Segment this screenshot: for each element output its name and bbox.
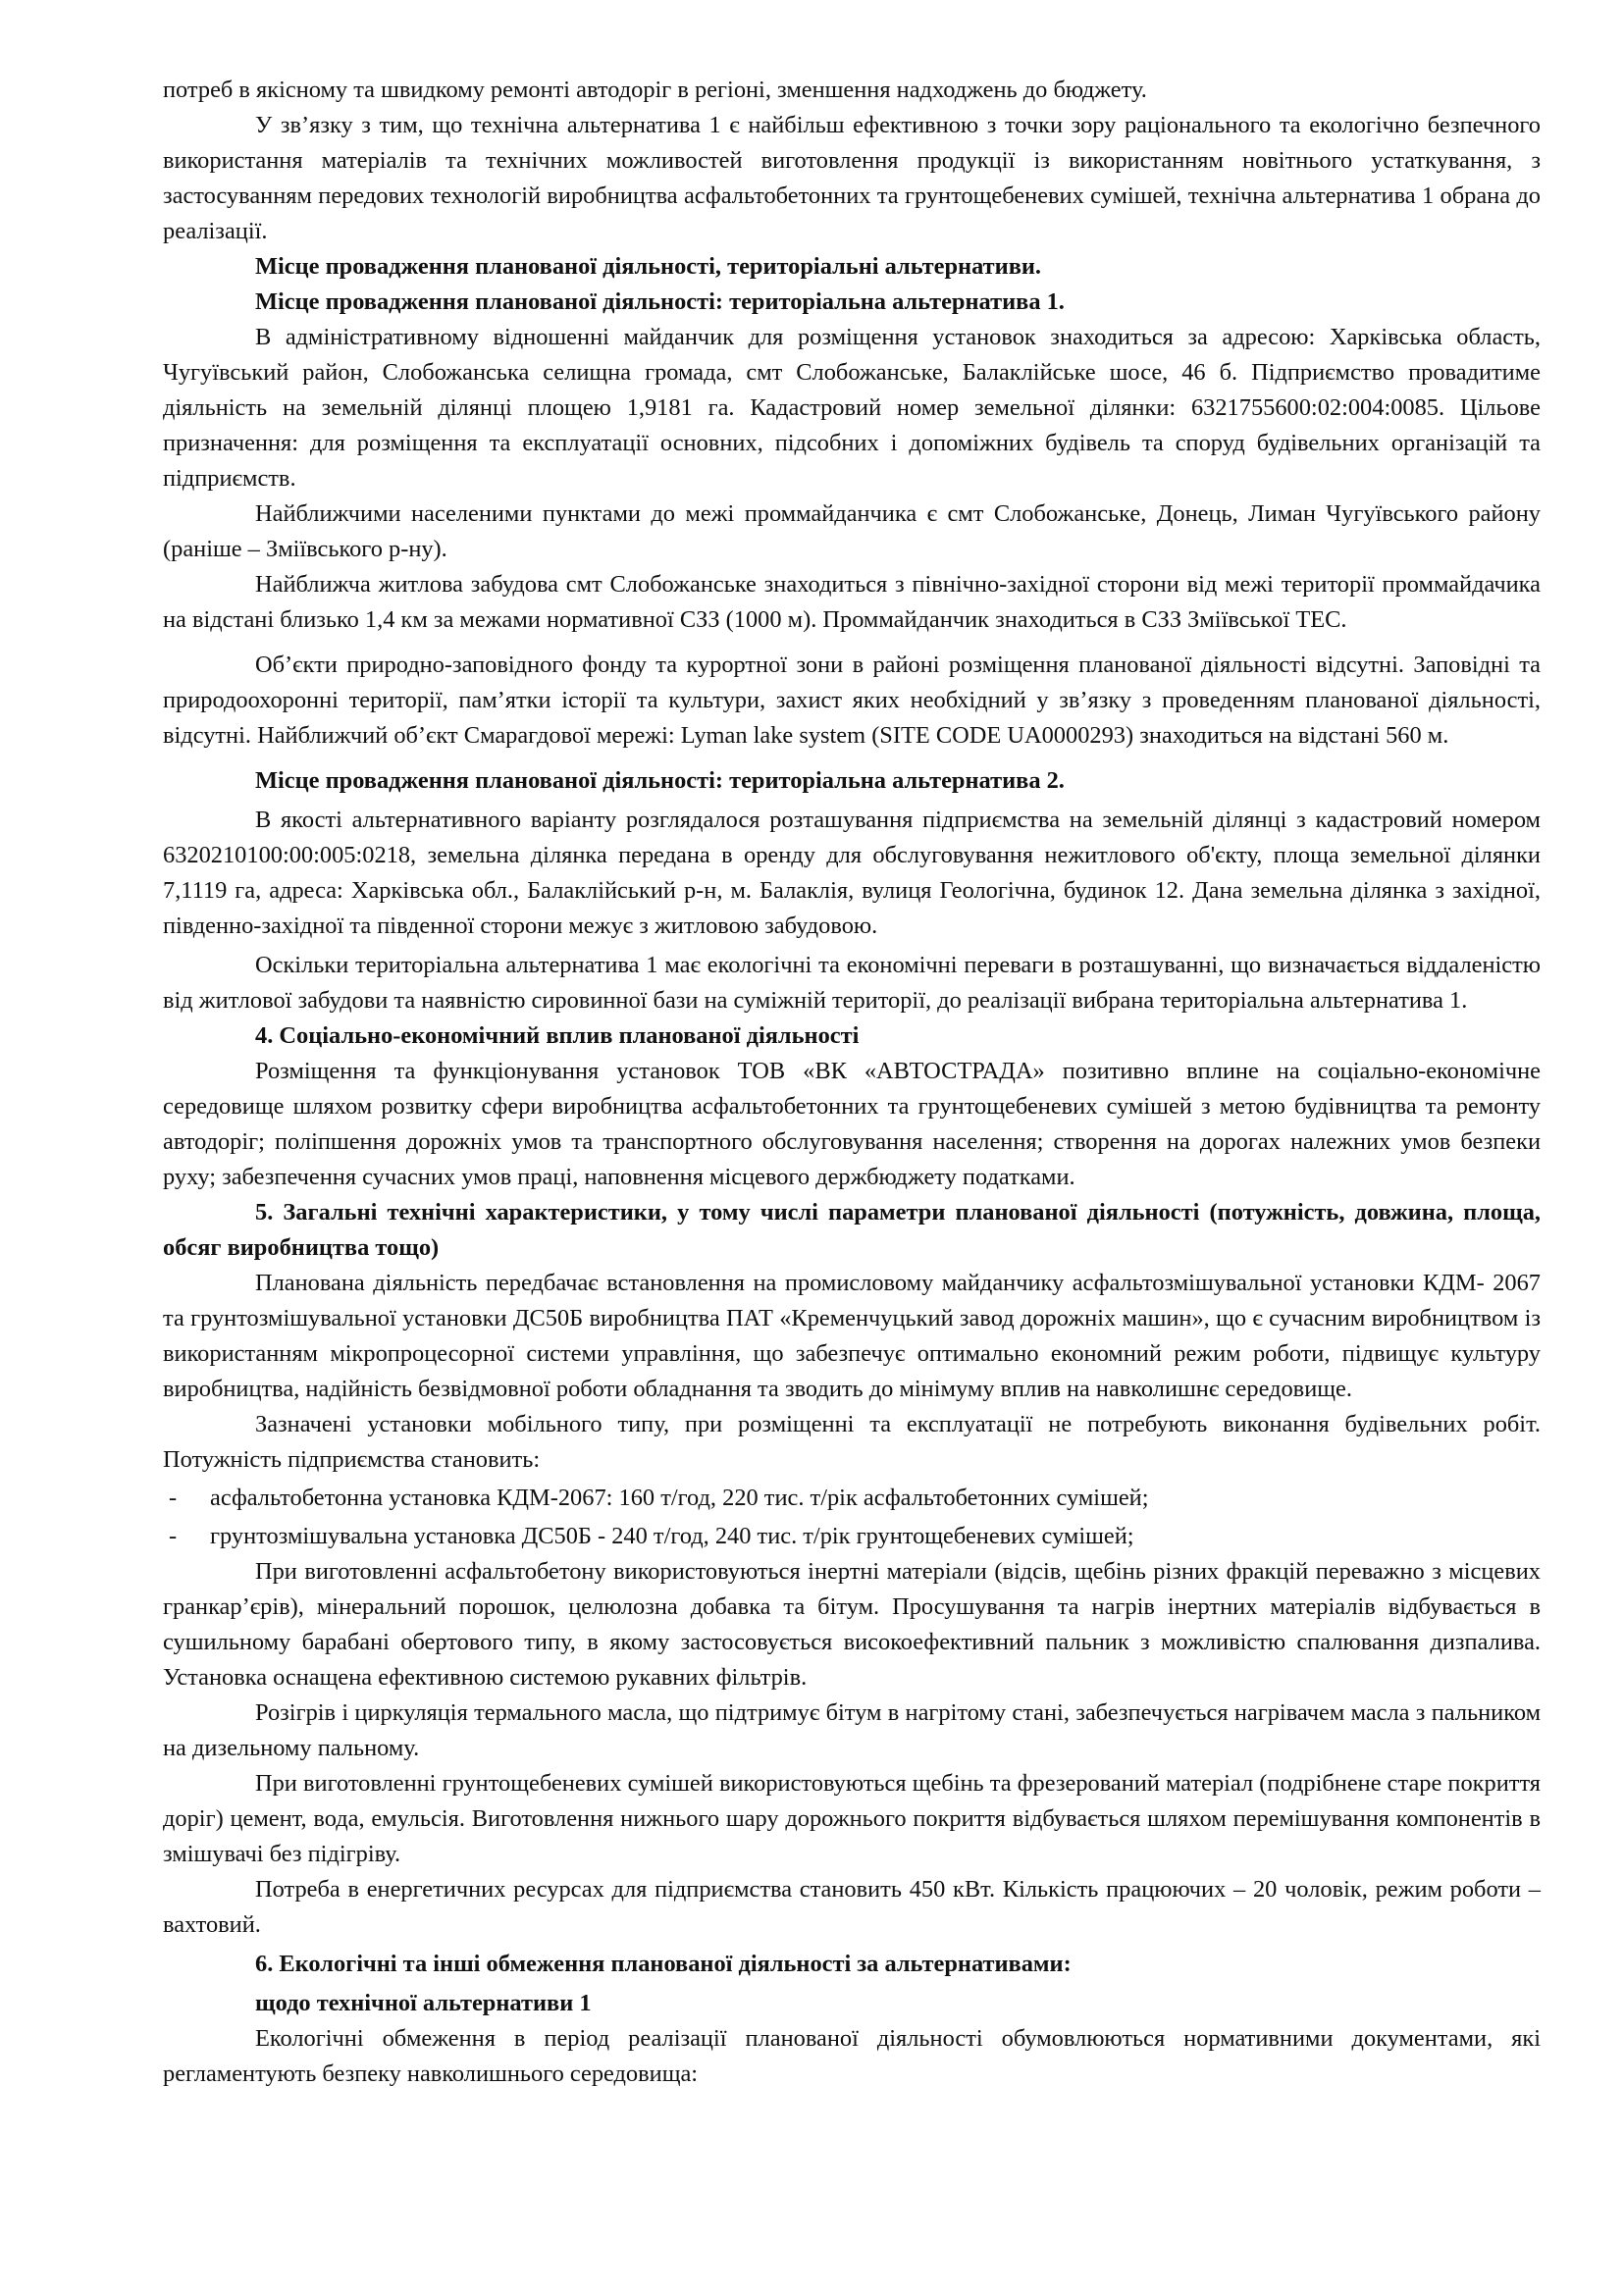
section-heading: Місце провадження планованої діяльності, територіальні альтернативи.	[255, 253, 1042, 280]
section-heading: 5. Загальні технічні характеристики, у тому числі параметри планованої діяльності (потужність, довжина, площа, обсяг виробництва тощо)	[163, 1199, 1541, 1261]
list-item-text: грунтозмішувальна установка ДС50Б - 240 т/год, 240 тис. т/рік грунтощебеневих сумішей;	[210, 1523, 1134, 1549]
section-heading: 6. Екологічні та інші обмеження планованої діяльності за альтернативами:	[255, 1951, 1072, 1977]
paragraph: При виготовленні грунтощебеневих сумішей використовуються щебінь та фрезерований матеріал (подрібнене старе покриття доріг) цемент, вода, емульсія. Виготовлення нижнього шару дорожнього покриття відбувається шляхом перемішування компонентів в змішувачі без підігріву.	[163, 1770, 1541, 1867]
paragraph: В якості альтернативного варіанту розглядалося розташування підприємства на земельній ділянці з кадастровий номером 6320210100:00:005:0218, земельна ділянка передана в оренду для обслуговування нежитлового об'єкту, площа земельної ділянки 7,1119 га, адреса: Харківська обл., Балаклійський р-н, м. Балаклія, вулиця Геологічна, будинок 12. Дана земельна ділянка з західної, південно-західної та південної сторони межує з житловою забудовою.	[163, 807, 1541, 939]
paragraph: Планована діяльність передбачає встановлення на промисловому майданчику асфальтозмішувальної установки КДМ- 2067 та грунтозмішувальної установки ДС50Б виробництва ПАТ «Кременчуцький завод дорожніх машин», що є сучасним виробництвом із використанням мікропроцесорної системи управління, що забезпечує оптимально економний режим роботи, підвищує культуру виробництва, надійність безвідмовної роботи обладнання та зводить до мінімуму вплив на навколишнє середовище.	[163, 1270, 1541, 1402]
list-item	[163, 1481, 1541, 1516]
section-heading: 4. Соціально-економічний вплив планованої діяльності	[255, 1022, 860, 1049]
list-item-text: асфальтобетонна установка КДМ-2067: 160 т/год, 220 тис. т/рік асфальтобетонних сумішей;	[210, 1485, 1149, 1511]
paragraph: Об’єкти природно-заповідного фонду та курортної зони в районі розміщення планованої діяльності відсутні. Заповідні та природоохоронні території, пам’ятки історії та культури, захист яких необхідний у зв’язку з проведенням планованої діяльності, відсутні. Найближчий об’єкт Смарагдової мережі: Lyman lake system (SITE CODE UA0000293) знаходиться на відстані 560 м.	[163, 652, 1541, 749]
paragraph: Найближча житлова забудова смт Слобожанське знаходиться з північно-західної сторони від межі території проммайдачика на відстані близько 1,4 км за межами нормативної СЗЗ (1000 м). Проммайданчик знаходиться в СЗЗ Зміївської ТЕС.	[163, 571, 1541, 633]
list-item	[163, 1519, 1541, 1554]
paragraph: Зазначені установки мобільного типу, при розміщенні та експлуатації не потребують виконання будівельних робіт. Потужність підприємства становить:	[163, 1411, 1541, 1473]
paragraph: Найближчими населеними пунктами до межі проммайданчика є смт Слобожанське, Донець, Лиман Чугуївського району (раніше – Зміївського р-ну).	[163, 500, 1541, 562]
paragraph: При виготовленні асфальтобетону використовуються інертні матеріали (відсів, щебінь різних фракцій переважно з місцевих гранкар’єрів), мінеральний порошок, целюлозна добавка та бітум. Просушування та нагрів інертних матеріалів відбувається в сушильному барабані обертового типу, в якому застосовується високоефективний пальник з можливістю спалювання дизпалива. Установка оснащена ефективною системою рукавних фільтрів.	[163, 1558, 1541, 1691]
paragraph: В адміністративному відношенні майданчик для розміщення установок знаходиться за адресою: Харківська область, Чугуївський район, Слобожанська селищна громада, смт Слобожанське, Балаклійське шосе, 46 б. Підприємство провадитиме діяльність на земельній ділянці площею 1,9181 га. Кадастровий номер земельної ділянки: 6321755600:02:004:0085. Цільове призначення: для розміщення та експлуатації основних, підсобних і допоміжних будівель та споруд будівельних організацій та підприємств.	[163, 324, 1541, 492]
list-marker: -	[169, 1523, 178, 1549]
list-marker: -	[169, 1485, 178, 1511]
paragraph: Оскільки територіальна альтернатива 1 має екологічні та економічні переваги в розташуванні, що визначається віддаленістю від житлової забудови та наявністю сировинної бази на суміжній території, до реалізації вибрана територіальна альтернатива 1.	[163, 952, 1541, 1014]
paragraph: У зв’язку з тим, що технічна альтернатива 1 є найбільш ефективною з точки зору раціонального та екологічно безпечного використання матеріалів та технічних можливостей виготовлення продукції із використанням новітнього устаткування, з застосуванням передових технологій виробництва асфальтобетонних та грунтощебеневих сумішей, технічна альтернатива 1 обрана до реалізації.	[163, 112, 1541, 244]
section-heading: Місце провадження планованої діяльності: територіальна альтернатива 1.	[255, 288, 1065, 315]
document-page	[163, 73, 1541, 2092]
section-heading: щодо технічної альтернативи 1	[255, 1990, 592, 2016]
paragraph: Екологічні обмеження в період реалізації планованої діяльності обумовлюються нормативними документами, які регламентують безпеку навколишнього середовища:	[163, 2025, 1541, 2087]
paragraph: Розміщення та функціонування установок ТОВ «ВК «АВТОСТРАДА» позитивно вплине на соціально-економічне середовище шляхом розвитку сфери виробництва асфальтобетонних та грунтощебеневих сумішей з метою будівництва та ремонту автодоріг; поліпшення дорожніх умов та транспортного обслуговування населення; створення на дорогах належних умов безпеки руху; забезпечення сучасних умов праці, наповнення місцевого держбюджету податками.	[163, 1058, 1541, 1190]
paragraph: потреб в якісному та швидкому ремонті автодоріг в регіоні, зменшення надходжень до бюджету.	[163, 77, 1147, 103]
paragraph: Потреба в енергетичних ресурсах для підприємства становить 450 кВт. Кількість працюючих – 20 чоловік, режим роботи – вахтовий.	[163, 1876, 1541, 1938]
section-heading: Місце провадження планованої діяльності: територіальна альтернатива 2.	[255, 767, 1065, 794]
paragraph: Розігрів і циркуляція термального масла, що підтримує бітум в нагрітому стані, забезпечується нагрівачем масла з пальником на дизельному пальному.	[163, 1699, 1541, 1761]
